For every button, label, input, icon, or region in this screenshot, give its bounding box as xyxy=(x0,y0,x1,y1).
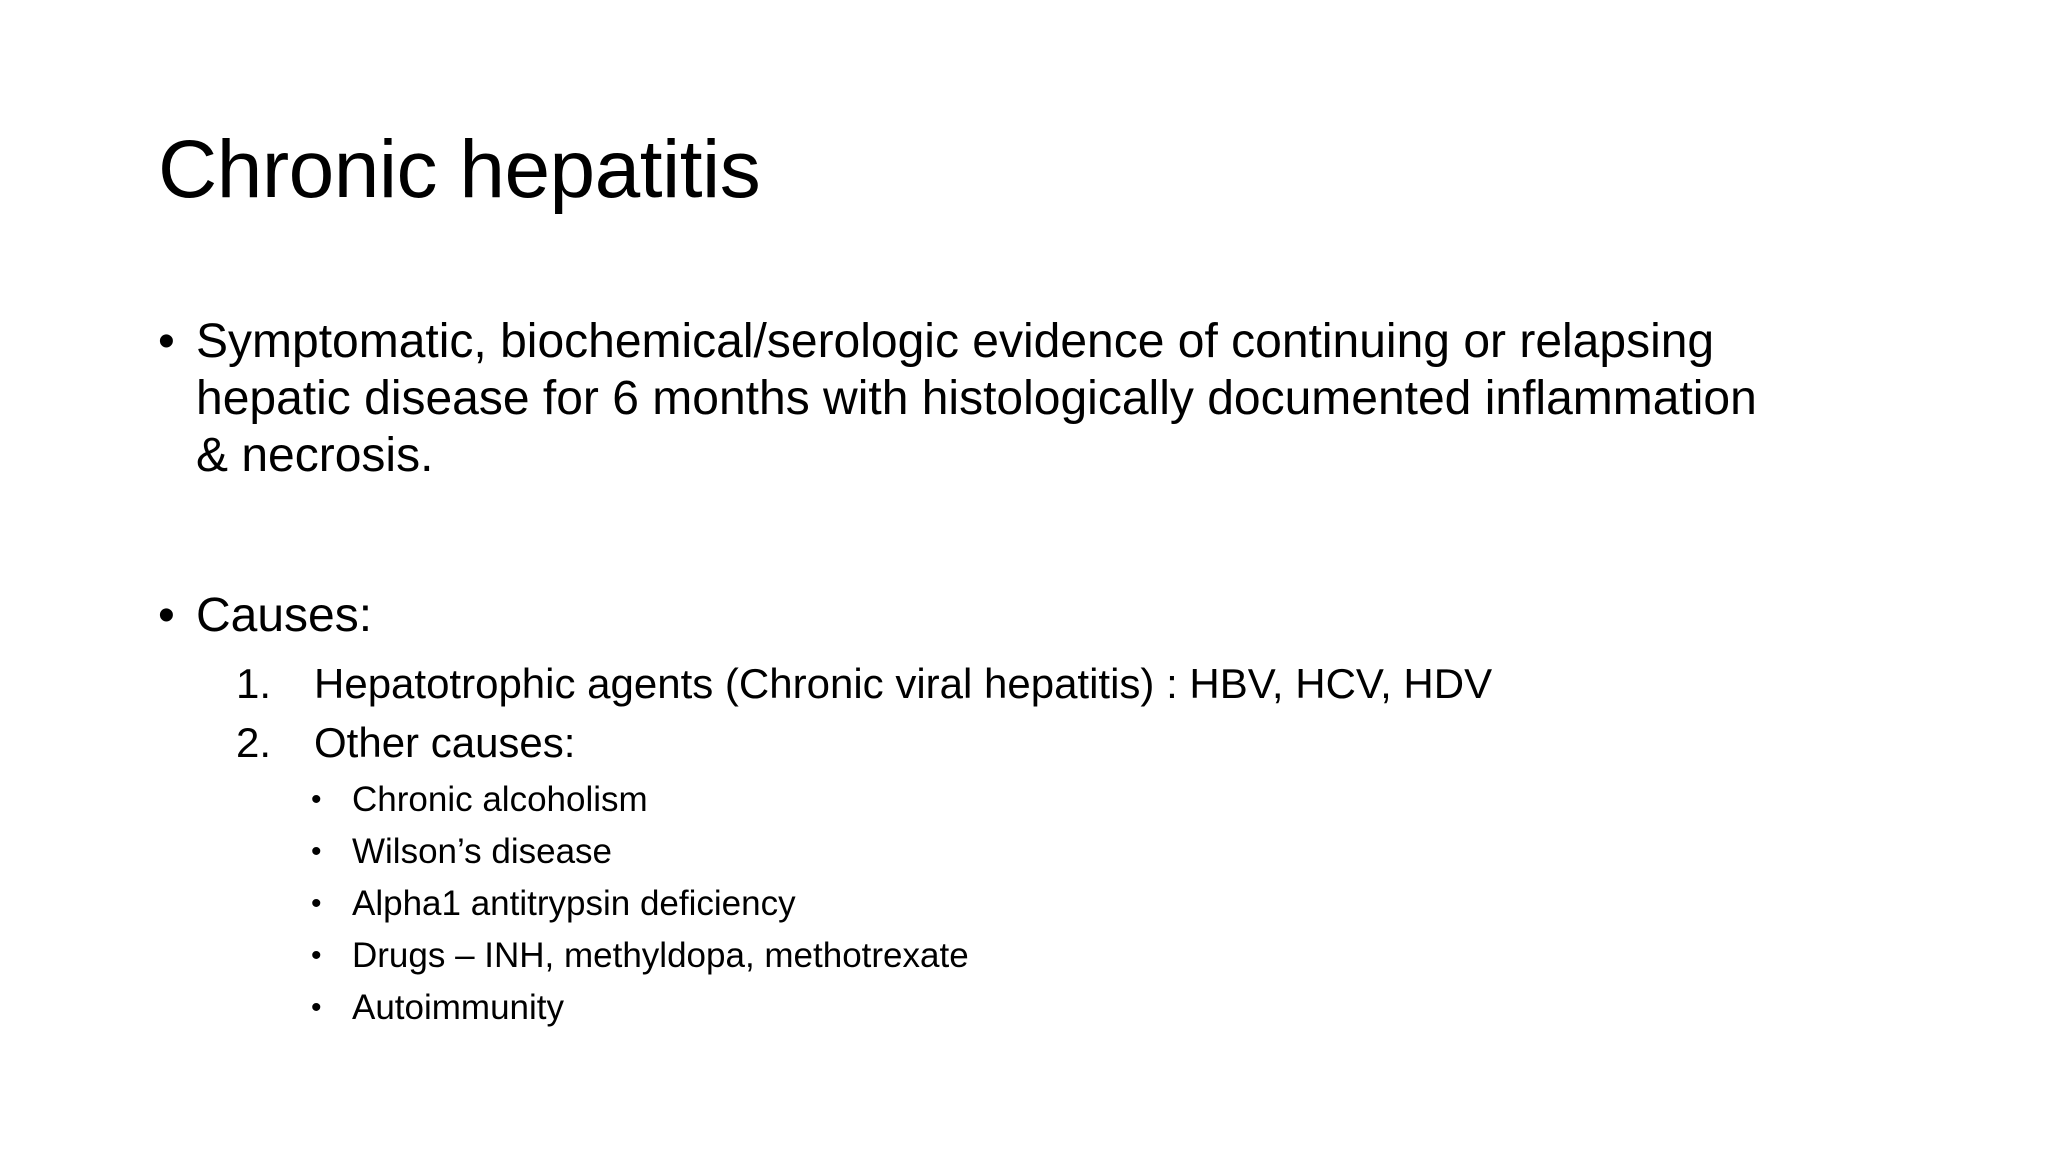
other-cause-text: Drugs – INH, methyldopa, methotrexate xyxy=(352,936,969,975)
other-cause-text: Wilson’s disease xyxy=(352,832,613,871)
cause-item-other xyxy=(236,714,1736,772)
other-cause-item xyxy=(311,774,1511,826)
bullet-dot-icon: • xyxy=(311,991,322,1024)
cause-item-text: Other causes: xyxy=(314,719,576,766)
bullet-causes xyxy=(158,587,1768,644)
other-cause-item xyxy=(311,930,1511,982)
slide-title: Chronic hepatitis xyxy=(158,124,761,215)
other-cause-item xyxy=(311,826,1511,878)
bullet-causes-text: Causes: xyxy=(196,589,373,642)
bullet-dot-icon: • xyxy=(158,589,175,642)
bullet-dot-icon: • xyxy=(158,315,175,368)
cause-item-text: Hepatotrophic agents (Chronic viral hepatitis) : HBV, HCV, HDV xyxy=(314,660,1493,707)
other-cause-item xyxy=(311,878,1511,930)
bullet-definition-text: Symptomatic, biochemical/serologic evidence of continuing or relapsing hepatic disease for 6 months with histologically documented inflammation & necrosis. xyxy=(196,315,1757,482)
other-cause-text: Autoimmunity xyxy=(352,988,565,1027)
cause-item-hepatotrophic xyxy=(236,655,1736,713)
bullet-dot-icon: • xyxy=(311,835,322,868)
list-number: 1. xyxy=(236,660,272,707)
list-number: 2. xyxy=(236,719,272,766)
bullet-dot-icon: • xyxy=(311,939,322,972)
other-cause-text: Alpha1 antitrypsin deficiency xyxy=(352,884,796,923)
bullet-dot-icon: • xyxy=(311,783,322,816)
other-cause-text: Chronic alcoholism xyxy=(352,780,648,819)
bullet-dot-icon: • xyxy=(311,887,322,920)
other-cause-item xyxy=(311,982,1511,1034)
bullet-definition xyxy=(158,313,1768,484)
